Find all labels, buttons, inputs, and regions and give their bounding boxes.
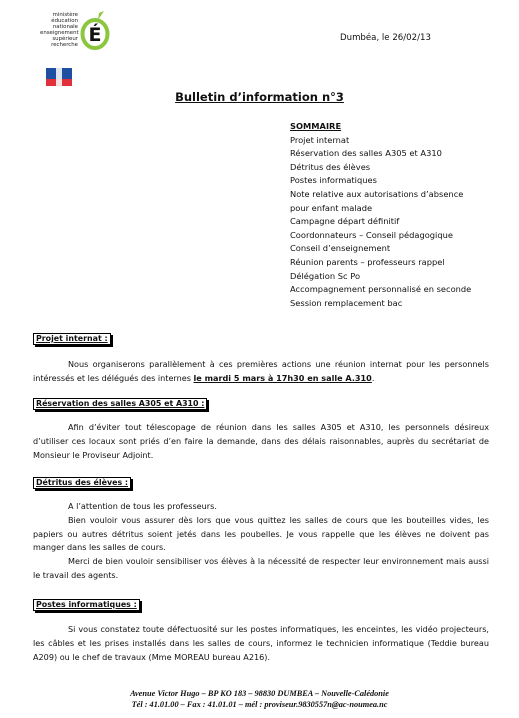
paragraph-reservation: Afin d’éviter tout télescopage de réunion dans les salles A305 et A310, les personnels désireux d’utiliser ces locaux sont priés d’en faire la demande, dans des délais raisonnables, auprès du secrétariat de Monsieur le Proviseur Adjoint. bbox=[33, 422, 489, 460]
document-date: Dumbéa, le 26/02/13 bbox=[340, 33, 431, 43]
summary-item: Conseil d’enseignement bbox=[290, 243, 391, 254]
summary-heading: SOMMAIRE bbox=[290, 121, 342, 131]
summary-item: Réservation des salles A305 et A310 bbox=[290, 148, 442, 159]
logo-e-icon bbox=[80, 10, 110, 52]
summary bbox=[290, 120, 471, 310]
section-heading-detritus: Détritus des élèves : bbox=[33, 477, 131, 489]
ministry-logo bbox=[40, 10, 110, 85]
summary-item: Délégation Sc Po bbox=[290, 270, 361, 281]
summary-item: Détritus des élèves bbox=[290, 161, 371, 172]
paragraph-detritus: A l’attention de tous les professeurs. Bien vouloir vous assurer dès lors que vous quittez les salles de cours que les bouteilles vides, les papiers ou autres détritus soient jetés dans les poubelles. Je vous rappelle que les élèves ne doivent pas manger dans les salles de cours. Merci de bien vouloir sensibiliser vos élèves à la nécessité de respecter leur environnement mais aussi le travail des agents. bbox=[33, 501, 489, 580]
summary-item: Campagne départ définitif bbox=[290, 216, 400, 227]
summary-item: pour enfant malade bbox=[290, 202, 373, 213]
summary-item: Session remplacement bac bbox=[290, 297, 403, 308]
section-heading-postes: Postes informatiques : bbox=[33, 599, 140, 611]
section-heading-internat: Projet internat : bbox=[33, 333, 111, 345]
footer bbox=[0, 688, 519, 710]
summary-item: Accompagnement personnalisé en seconde bbox=[290, 284, 472, 295]
summary-item: Réunion parents – professeurs rappel bbox=[290, 256, 445, 267]
section-heading-reservation: Réservation des salles A305 et A310 : bbox=[33, 398, 207, 410]
paragraph-postes: Si vous constatez toute défectuosité sur les postes informatiques, les enceintes, les vidéo projecteurs, les câbles et les prises installés dans les salles de cours, informez le technicien informatique (Teddie bureau A209) ou le chef de travaux (Mme MOREAU bureau A216). bbox=[33, 624, 489, 662]
footer-contact: Tél : 41.01.00 – Fax : 41.01.01 – mél : proviseur.9830557n@ac-noumea.nc bbox=[131, 700, 388, 709]
svg-text:É: É bbox=[88, 24, 102, 46]
footer-address: Avenue Victor Hugo – BP KO 183 – 98830 DUMBEA – Nouvelle-Calédonie bbox=[130, 689, 389, 698]
summary-item: Projet internat bbox=[290, 134, 350, 145]
paragraph-internat: Nous organiserons parallèlement à ces premières actions une réunion internat pour les personnels intéressés et les délégués des internes le mardi 5 mars à 17h30 en salle A.310. bbox=[33, 359, 489, 383]
summary-item: Coordonnateurs – Conseil pédagogique bbox=[290, 229, 453, 240]
republic-flag-icon bbox=[46, 68, 72, 86]
page-title: Bulletin d’information n°3 bbox=[175, 90, 344, 104]
meeting-date-emphasis: le mardi 5 mars à 17h30 en salle A.310 bbox=[193, 372, 372, 383]
summary-item: Postes informatiques bbox=[290, 175, 377, 186]
logo-text: ministère éducation nationale enseignement supérieur recherche bbox=[40, 12, 79, 48]
summary-item: Note relative aux autorisations d’absence bbox=[290, 188, 464, 199]
